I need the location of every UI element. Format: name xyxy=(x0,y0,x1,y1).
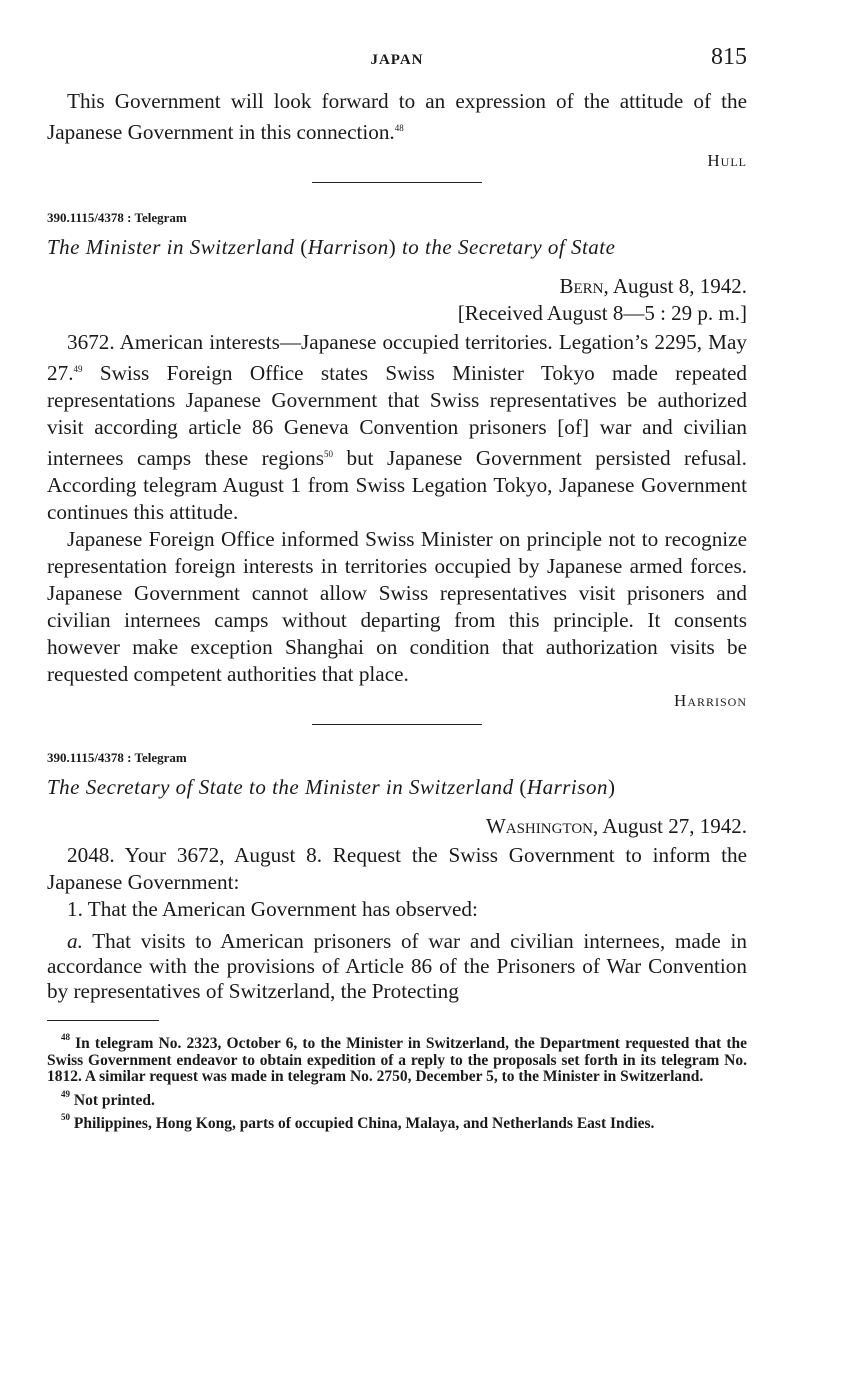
title-part: The Minister in Switzerland xyxy=(47,235,295,259)
hull-paragraph-text: This Government will look forward to an expression of the attitude of the Japanese Government in this connection. xyxy=(47,89,747,144)
footnote-48 xyxy=(47,1029,747,1086)
footnote-rule xyxy=(47,1020,159,1021)
footnote-number: 49 xyxy=(61,1088,70,1099)
section-divider xyxy=(312,724,482,725)
dateline-place: Washington xyxy=(485,814,593,838)
title-part: The Secretary of State to the Minister in Switzerland xyxy=(47,775,514,799)
item-text: That visits to American prisoners of war and civilian internees, made in accordance with the provisions of Article 86 of the Prisoners of War Convention by representatives of Switzerland, the Protecting xyxy=(47,929,747,1003)
item-letter: a. xyxy=(67,929,83,953)
footnote-ref-48: 48 xyxy=(394,123,404,133)
title-paren-open: ( xyxy=(300,235,308,259)
dateline-date: , August 8, 1942. xyxy=(603,274,747,298)
page-header xyxy=(47,40,747,80)
dateline xyxy=(47,273,747,300)
footnote-50 xyxy=(47,1109,747,1133)
dateline-date: , August 27, 1942. xyxy=(592,814,747,838)
paragraph-text: but Japanese Government persisted refusal. According telegram August 1 from Swiss Legation Tokyo, Japanese Government continues this attitude. xyxy=(47,446,747,524)
numbered-item: 1. That the American Government has observed: xyxy=(67,897,478,921)
footnote-text: Not printed. xyxy=(73,1091,155,1109)
document-page xyxy=(47,40,747,1133)
footnote-49 xyxy=(47,1086,747,1110)
paragraph-text: Swiss Foreign Office states Swiss Minister Tokyo made repeated representations Japanese Government that Swiss representatives be authorized visit according article 86 Geneva Convention prisoners [of] war and civilian internees camps these regions xyxy=(47,361,747,470)
document-title xyxy=(47,233,747,261)
footnote-number: 48 xyxy=(61,1032,70,1042)
paragraph-text: 3672. American interests—Japanese occupied territories. Legation’s 2295, May 27. xyxy=(47,330,747,385)
title-paren-close: ) xyxy=(607,775,616,799)
running-head: JAPAN xyxy=(370,52,424,68)
title-part: to the Secretary of State xyxy=(396,235,616,259)
lettered-item xyxy=(47,929,747,1004)
telegram-paragraph: 2048. Your 3672, August 8. Request the Swiss Government to inform the Japanese Government: xyxy=(47,843,747,894)
telegram-paragraph: Japanese Foreign Office informed Swiss Minister on principle not to recognize representation foreign interests in territories occupied by Japanese armed forces. Japanese Government cannot allow Swiss representatives visit prisoners and civilian internees camps without departing from this principle. It consents however make exception Shanghai on condition that authorization visits be requested competent authorities that place. xyxy=(47,527,747,686)
signature-hull: Hull xyxy=(707,151,747,170)
dateline xyxy=(47,813,747,840)
document-title xyxy=(47,773,747,801)
footnotes xyxy=(47,1029,747,1133)
footnote-number: 50 xyxy=(61,1112,70,1122)
page-number: 815 xyxy=(711,44,747,70)
title-paren-close: ) xyxy=(388,235,397,259)
signature-harrison: Harrison xyxy=(674,691,747,710)
file-reference: 390.1115/4378 : Telegram xyxy=(47,750,187,765)
footnote-ref-49: 49 xyxy=(73,364,83,374)
file-reference: 390.1115/4378 : Telegram xyxy=(47,210,187,225)
telegram-paragraph xyxy=(47,329,747,526)
hull-paragraph xyxy=(47,88,747,146)
title-name: Harrison xyxy=(526,775,608,799)
received-line: [Received August 8—5 : 29 p. m.] xyxy=(457,301,747,325)
title-name: Harrison xyxy=(307,235,389,259)
footnote-text: Philippines, Hong Kong, parts of occupied China, Malaya, and Netherlands East Indies. xyxy=(73,1115,655,1132)
title-paren-open: ( xyxy=(519,775,527,799)
footnote-ref-50: 50 xyxy=(323,449,333,459)
section-divider xyxy=(312,182,482,183)
dateline-place: Bern xyxy=(559,274,604,298)
footnote-text: In telegram No. 2323, October 6, to the Minister in Switzerland, the Department requested that the Swiss Government endeavor to obtain expedition of a reply to the proposals set forth in its telegram No. 1812. A similar request was made in telegram No. 2750, December 5, to the Minister in Switzerland. xyxy=(47,1035,748,1085)
